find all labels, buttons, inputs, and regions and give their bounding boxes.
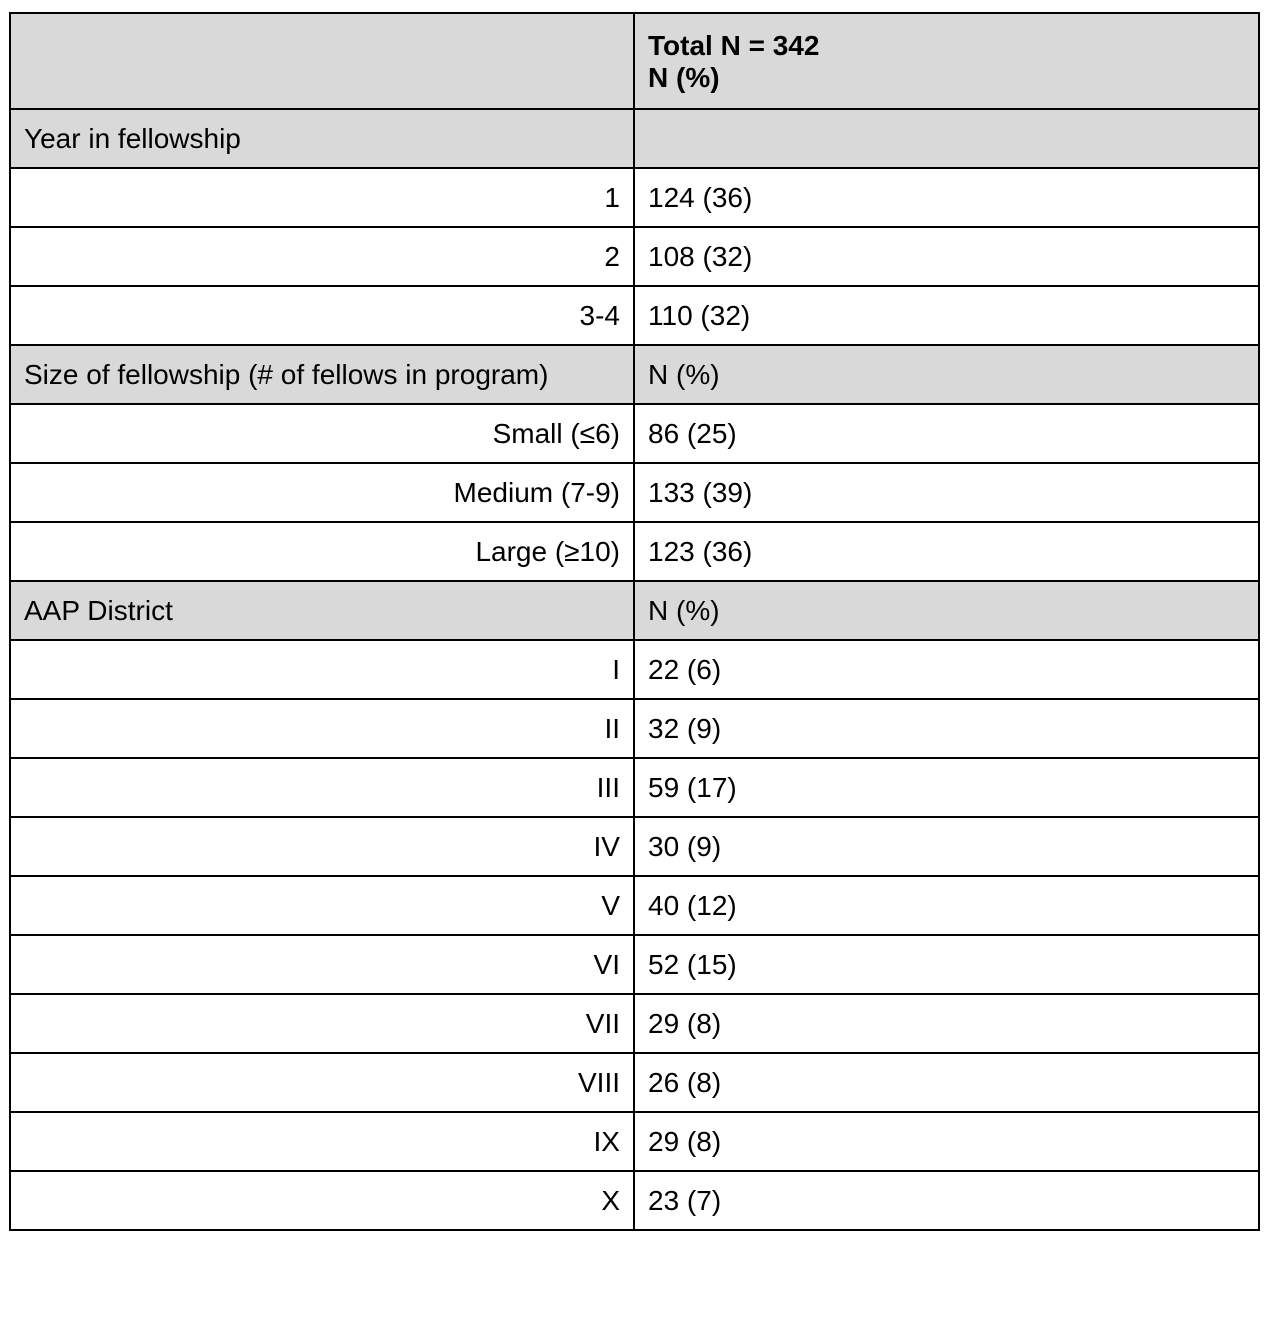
row-value: 23 (7) (634, 1171, 1259, 1230)
header-row (10, 13, 1259, 109)
row-label: 1 (10, 168, 634, 227)
row-value: 110 (32) (634, 286, 1259, 345)
row-value: 29 (8) (634, 1112, 1259, 1171)
row-value: 32 (9) (634, 699, 1259, 758)
row-value: 30 (9) (634, 817, 1259, 876)
row-value: 108 (32) (634, 227, 1259, 286)
row-value: 124 (36) (634, 168, 1259, 227)
table-row (10, 935, 1259, 994)
section-unit: N (%) (634, 581, 1259, 640)
table-row (10, 522, 1259, 581)
row-label: IV (10, 817, 634, 876)
table-row (10, 286, 1259, 345)
row-label: VII (10, 994, 634, 1053)
row-value: 26 (8) (634, 1053, 1259, 1112)
row-label: X (10, 1171, 634, 1230)
table-body (10, 13, 1259, 1230)
row-label: 3-4 (10, 286, 634, 345)
section-row-district (10, 581, 1259, 640)
row-label: Small (≤6) (10, 404, 634, 463)
row-value: 52 (15) (634, 935, 1259, 994)
section-row-year (10, 109, 1259, 168)
row-label: Large (≥10) (10, 522, 634, 581)
row-value: 86 (25) (634, 404, 1259, 463)
row-label: I (10, 640, 634, 699)
section-unit: N (%) (634, 345, 1259, 404)
header-total-line: Total N = 342 (648, 30, 820, 61)
table-row (10, 463, 1259, 522)
demographics-table (9, 12, 1260, 1231)
table-row (10, 168, 1259, 227)
table-row (10, 404, 1259, 463)
section-unit (634, 109, 1259, 168)
header-total-cell (634, 13, 1259, 109)
row-value: 123 (36) (634, 522, 1259, 581)
row-label: 2 (10, 227, 634, 286)
row-value: 59 (17) (634, 758, 1259, 817)
table-row (10, 699, 1259, 758)
row-value: 29 (8) (634, 994, 1259, 1053)
row-label: VIII (10, 1053, 634, 1112)
table-row (10, 994, 1259, 1053)
table-row (10, 758, 1259, 817)
header-empty-cell (10, 13, 634, 109)
row-label: II (10, 699, 634, 758)
section-row-size (10, 345, 1259, 404)
row-value: 133 (39) (634, 463, 1259, 522)
table-row (10, 1112, 1259, 1171)
table-row (10, 640, 1259, 699)
row-label: Medium (7-9) (10, 463, 634, 522)
row-value: 40 (12) (634, 876, 1259, 935)
row-label: IX (10, 1112, 634, 1171)
section-title: Year in fellowship (10, 109, 634, 168)
table-row (10, 1171, 1259, 1230)
table-row (10, 817, 1259, 876)
row-label: VI (10, 935, 634, 994)
table-row (10, 227, 1259, 286)
row-label: III (10, 758, 634, 817)
header-unit-line: N (%) (648, 62, 720, 93)
table-row (10, 1053, 1259, 1112)
section-title: AAP District (10, 581, 634, 640)
row-label: V (10, 876, 634, 935)
section-title: Size of fellowship (# of fellows in program) (10, 345, 634, 404)
row-value: 22 (6) (634, 640, 1259, 699)
table-row (10, 876, 1259, 935)
